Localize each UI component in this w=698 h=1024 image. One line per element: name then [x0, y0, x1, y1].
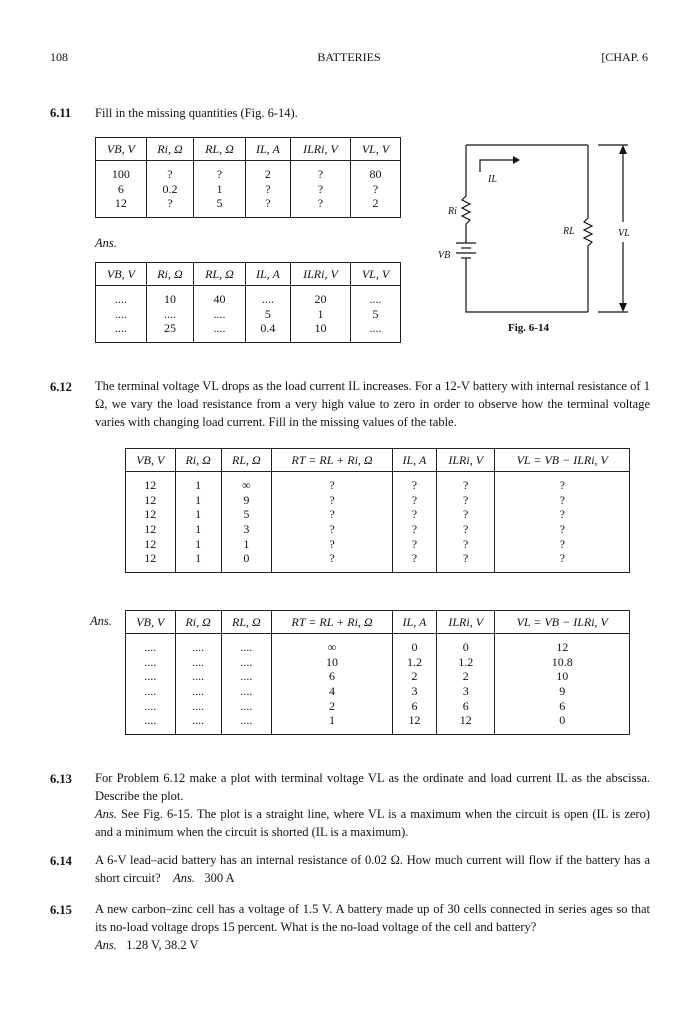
table-6-12 [125, 448, 630, 573]
answer-label-6-13: Ans. [95, 807, 117, 821]
table-cell: ? [436, 536, 495, 551]
column-header: VL = VB − ILRi, V [495, 611, 630, 634]
table-cell: 40 [194, 286, 246, 307]
column-header: RT = RL + Ri, Ω [272, 449, 393, 472]
chapter-label: [CHAP. 6 [601, 50, 648, 64]
table-cell: 12 [96, 196, 147, 217]
table-cell: 5 [194, 196, 246, 217]
table-cell: 5 [221, 507, 272, 522]
table-cell: 12 [436, 713, 495, 734]
table-cell: ? [194, 161, 246, 182]
table-cell: .... [126, 713, 176, 734]
table-cell: ? [245, 196, 290, 217]
table-cell: 1 [175, 472, 221, 493]
table-cell: 3 [221, 522, 272, 537]
column-header: ILRi, V [290, 138, 350, 161]
table-cell: ? [392, 536, 436, 551]
table-cell: ? [495, 493, 630, 508]
table-cell: 12 [126, 507, 176, 522]
table-cell: 6 [96, 182, 147, 197]
problem-number-6-15: 6.15 [50, 903, 72, 917]
column-header: IL, A [245, 263, 290, 286]
internal-resistor [462, 196, 470, 224]
table-cell: 12 [126, 472, 176, 493]
table-cell: 12 [126, 536, 176, 551]
table-row [96, 161, 401, 182]
table-row [126, 669, 630, 684]
answer-text-6-14: 300 A [204, 871, 235, 885]
table-cell: 2 [436, 669, 495, 684]
table-cell: ? [350, 182, 400, 197]
table-cell: 12 [392, 713, 436, 734]
table-cell: ? [272, 493, 393, 508]
table-cell: 10 [290, 321, 350, 342]
table-row [126, 634, 630, 655]
problem-body-6-14: A 6-V lead–acid battery has an internal resistance of 0.02 Ω. How much current will flow if the battery has a short circuit? [95, 853, 650, 885]
vl-arrow-up [619, 145, 627, 154]
column-header: RL, Ω [194, 138, 246, 161]
table-cell: .... [350, 321, 400, 342]
table-cell: ? [436, 493, 495, 508]
table-cell: .... [126, 684, 176, 699]
table-cell: ? [272, 507, 393, 522]
table-cell: ? [392, 551, 436, 572]
problem-number-6-12: 6.12 [50, 380, 72, 394]
running-title: BATTERIES [317, 50, 381, 64]
table-cell: ? [495, 551, 630, 572]
table-row [126, 684, 630, 699]
answer-text-6-15: 1.28 V, 38.2 V [126, 938, 199, 952]
table-cell: .... [175, 655, 221, 670]
column-header: IL, A [245, 138, 290, 161]
column-header: VB, V [126, 449, 176, 472]
table-cell: .... [175, 669, 221, 684]
table-cell: 1 [290, 307, 350, 322]
table-cell: ? [290, 161, 350, 182]
column-header: RL, Ω [221, 449, 272, 472]
table-cell: 20 [290, 286, 350, 307]
table-cell: ∞ [272, 634, 393, 655]
table-row [96, 286, 401, 307]
table-cell: ? [392, 507, 436, 522]
table-row [96, 182, 401, 197]
column-header: RL, Ω [221, 611, 272, 634]
table-cell: .... [221, 634, 272, 655]
table-cell: ∞ [221, 472, 272, 493]
answer-text-6-13: See Fig. 6-15. The plot is a straight line, where VL is a maximum when the circuit is open (IL is zero) and a minimum when the circuit is shorted (IL is a maximum). [95, 807, 650, 839]
column-header: Ri, Ω [146, 263, 193, 286]
table-cell: .... [194, 307, 246, 322]
table-cell: 12 [126, 551, 176, 572]
label-rl: RL [563, 226, 575, 237]
column-header: IL, A [392, 449, 436, 472]
table-cell: ? [272, 522, 393, 537]
column-header: ILRi, V [436, 611, 495, 634]
table-6-11 [95, 137, 401, 218]
table-cell: 2 [350, 196, 400, 217]
table-cell: .... [126, 698, 176, 713]
table-cell: ? [146, 196, 193, 217]
problem-number-6-14: 6.14 [50, 854, 72, 868]
table-cell: 1 [272, 713, 393, 734]
table-cell: ? [436, 472, 495, 493]
column-header: Ri, Ω [146, 138, 193, 161]
table-cell: .... [96, 286, 147, 307]
answer-label-6-12: Ans. [90, 614, 112, 628]
table-cell: 5 [245, 307, 290, 322]
table-cell: ? [495, 522, 630, 537]
table-cell: 0 [221, 551, 272, 572]
table-cell: 100 [96, 161, 147, 182]
table-cell: .... [175, 713, 221, 734]
problem-text-6-11: Fill in the missing quantities (Fig. 6-14). [95, 106, 298, 120]
table-cell: 1 [221, 536, 272, 551]
table-cell: 25 [146, 321, 193, 342]
table-cell: .... [221, 713, 272, 734]
table-cell: ? [392, 493, 436, 508]
label-il: IL [488, 174, 497, 185]
table-cell: .... [221, 655, 272, 670]
table-cell: ? [290, 196, 350, 217]
table-cell: 1 [194, 182, 246, 197]
table-cell: ? [272, 551, 393, 572]
table-row [126, 536, 630, 551]
table-row [126, 551, 630, 572]
table-cell: 0 [436, 634, 495, 655]
table-cell: ? [245, 182, 290, 197]
table-cell: 6 [272, 669, 393, 684]
table-cell: ? [392, 522, 436, 537]
label-vb: VB [438, 250, 451, 261]
table-cell: 2 [272, 698, 393, 713]
table-cell: 12 [126, 522, 176, 537]
answer-6-15 [95, 936, 199, 954]
table-cell: ? [272, 536, 393, 551]
table-row [126, 507, 630, 522]
table-row [96, 321, 401, 342]
table-cell: .... [245, 286, 290, 307]
column-header: ILRi, V [290, 263, 350, 286]
table-cell: .... [146, 307, 193, 322]
table-cell: .... [126, 655, 176, 670]
column-header: Ri, Ω [175, 449, 221, 472]
table-cell: .... [126, 634, 176, 655]
table-cell: ? [290, 182, 350, 197]
problem-number-6-13: 6.13 [50, 772, 72, 786]
table-cell: ? [495, 536, 630, 551]
column-header: VB, V [96, 263, 147, 286]
table-row [126, 472, 630, 493]
table-cell: .... [175, 698, 221, 713]
table-cell: 0 [495, 713, 630, 734]
answer-table-6-12 [125, 610, 630, 735]
table-row [126, 713, 630, 734]
table-cell: .... [96, 307, 147, 322]
table-cell: 0 [392, 634, 436, 655]
table-cell: 6 [436, 698, 495, 713]
table-cell: .... [126, 669, 176, 684]
problem-text-6-14 [95, 851, 650, 887]
table-cell: 3 [436, 684, 495, 699]
answer-table-6-11 [95, 262, 401, 343]
table-row [126, 493, 630, 508]
column-header: RL, Ω [194, 263, 246, 286]
problem-text-6-13: For Problem 6.12 make a plot with terminal voltage VL as the ordinate and load current IL as the abscissa. Describe the plot. [95, 771, 650, 803]
table-cell: ? [436, 522, 495, 537]
table-row [96, 196, 401, 217]
problem-number-6-11: 6.11 [50, 106, 72, 120]
table-cell: ? [436, 507, 495, 522]
table-cell: 6 [392, 698, 436, 713]
table-cell: 1 [175, 551, 221, 572]
figure-caption: Fig. 6-14 [508, 322, 549, 334]
table-cell: 9 [221, 493, 272, 508]
column-header: VL = VB − ILRi, V [495, 449, 630, 472]
table-cell: 10.8 [495, 655, 630, 670]
table-cell: 12 [126, 493, 176, 508]
table-cell: ? [272, 472, 393, 493]
table-row [126, 655, 630, 670]
table-cell: ? [392, 472, 436, 493]
table-cell: 10 [272, 655, 393, 670]
table-cell: .... [194, 321, 246, 342]
column-header: VL, V [350, 138, 400, 161]
table-cell: 0.2 [146, 182, 193, 197]
current-arrowhead [513, 156, 520, 164]
table-cell: ? [146, 161, 193, 182]
table-cell: ? [495, 472, 630, 493]
table-cell: 6 [495, 698, 630, 713]
column-header: ILRi, V [436, 449, 495, 472]
table-cell: 1.2 [392, 655, 436, 670]
table-cell: .... [221, 698, 272, 713]
label-vl: VL [618, 228, 630, 239]
answer-6-13 [95, 805, 650, 841]
load-resistor [584, 218, 592, 246]
table-cell: 2 [245, 161, 290, 182]
answer-label-6-14: Ans. [173, 871, 195, 885]
table-cell: 4 [272, 684, 393, 699]
column-header: VB, V [126, 611, 176, 634]
answer-label-6-11: Ans. [95, 236, 117, 250]
circuit-diagram [418, 130, 658, 335]
problem-text-6-12: The terminal voltage VL drops as the load current IL increases. For a 12-V battery with internal resistance of 1 Ω, we vary the load resistance from a very high value to zero in order to observe how the terminal voltage varies with changing load current. Fill in the missing values of the table. [95, 379, 650, 429]
table-cell: 0.4 [245, 321, 290, 342]
table-cell: 1 [175, 522, 221, 537]
table-cell: .... [175, 634, 221, 655]
table-cell: 10 [495, 669, 630, 684]
table-cell: .... [221, 684, 272, 699]
table-cell: 10 [146, 286, 193, 307]
table-row [126, 698, 630, 713]
problem-text-6-15: A new carbon–zinc cell has a voltage of 1.5 V. A battery made up of 30 cells connected in series ages so that its no-load voltage drops 15 percent. What is the no-load voltage of the cell and battery? [95, 902, 650, 934]
table-cell: 80 [350, 161, 400, 182]
table-cell: .... [221, 669, 272, 684]
answer-label-6-15: Ans. [95, 938, 117, 952]
table-cell: 5 [350, 307, 400, 322]
table-cell: 1.2 [436, 655, 495, 670]
table-cell: .... [96, 321, 147, 342]
table-cell: ? [436, 551, 495, 572]
table-cell: 12 [495, 634, 630, 655]
table-row [126, 522, 630, 537]
table-cell: 2 [392, 669, 436, 684]
label-ri: Ri [448, 206, 457, 217]
table-cell: .... [175, 684, 221, 699]
column-header: VL, V [350, 263, 400, 286]
column-header: Ri, Ω [175, 611, 221, 634]
table-cell: 1 [175, 536, 221, 551]
column-header: VB, V [96, 138, 147, 161]
table-cell: 1 [175, 493, 221, 508]
table-cell: ? [495, 507, 630, 522]
table-row [96, 307, 401, 322]
page-number: 108 [50, 50, 68, 64]
column-header: IL, A [392, 611, 436, 634]
table-cell: 3 [392, 684, 436, 699]
table-cell: .... [350, 286, 400, 307]
column-header: RT = RL + Ri, Ω [272, 611, 393, 634]
table-cell: 1 [175, 507, 221, 522]
table-cell: 9 [495, 684, 630, 699]
vl-arrow-down [619, 303, 627, 312]
